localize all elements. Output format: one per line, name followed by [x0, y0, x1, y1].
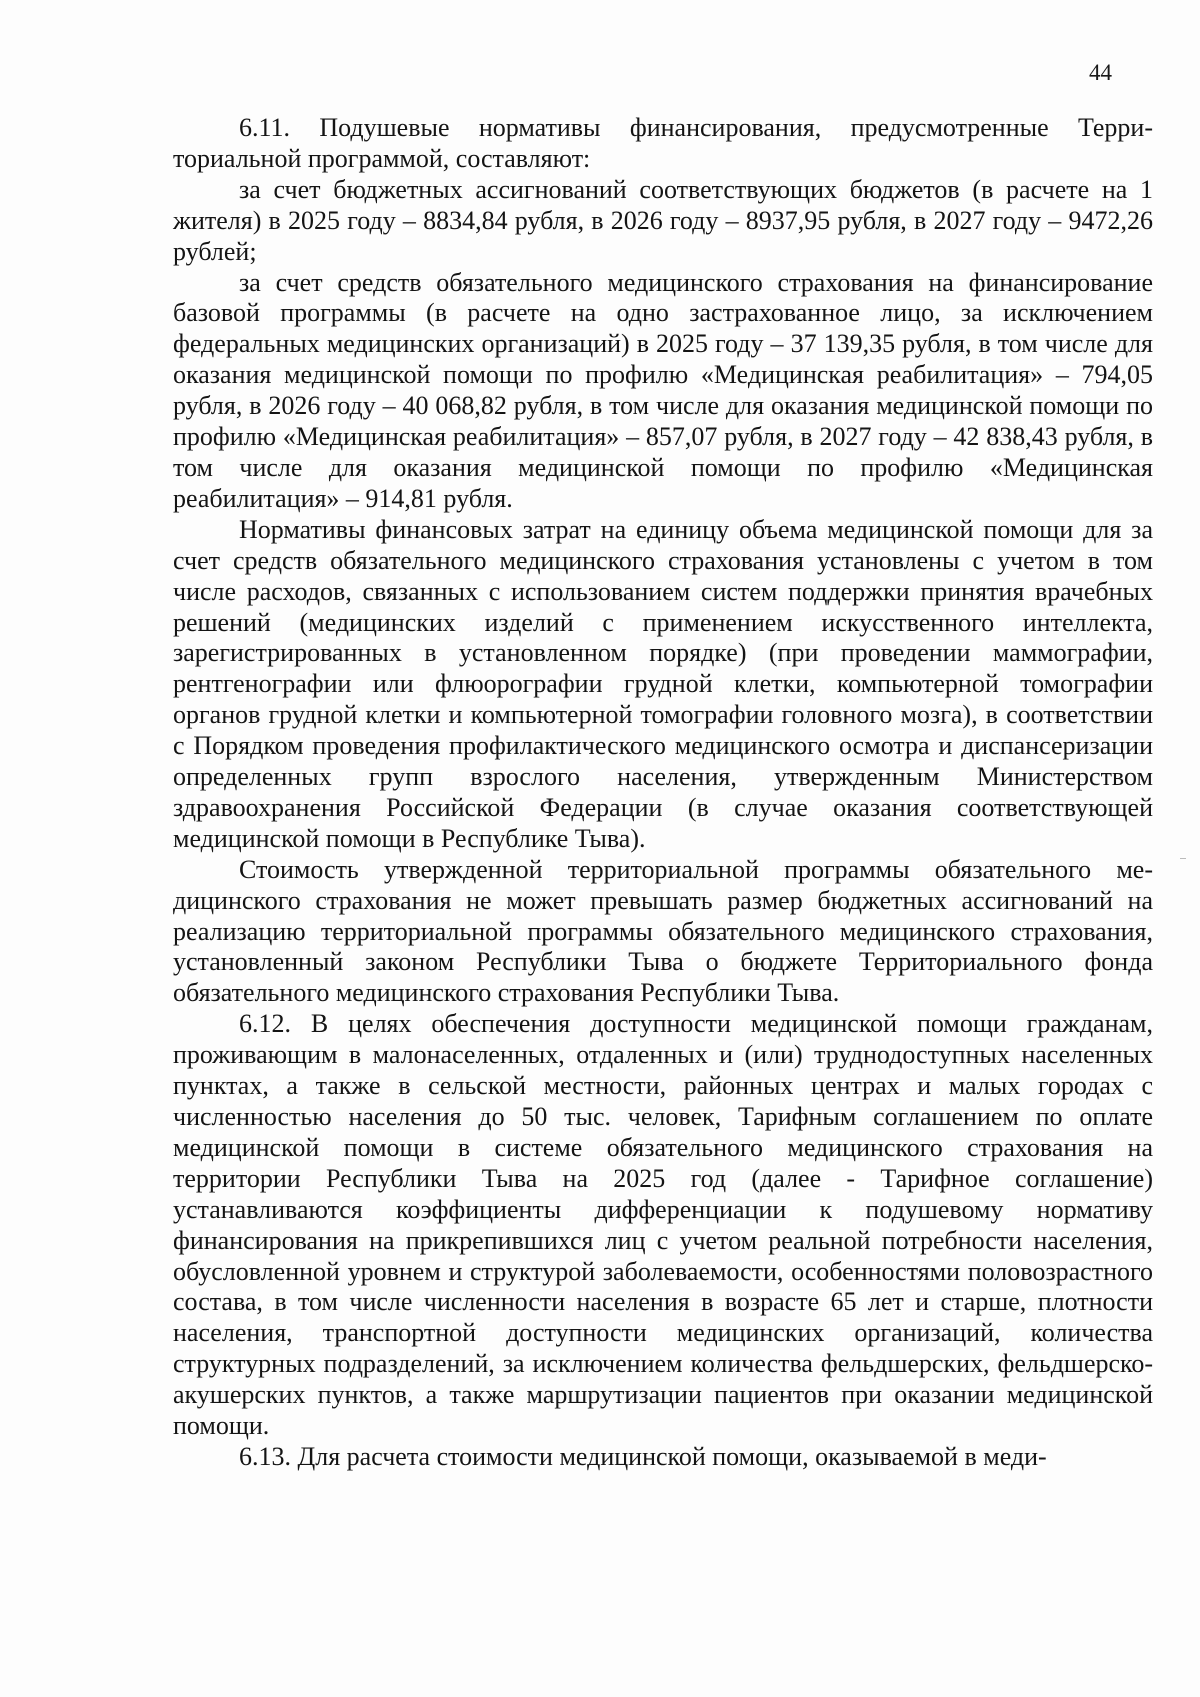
paragraph-program-cost: Стоимость утвержденной территориальной программы обязательного медицинского страхования не может превышать размер бюджетных ассигнований на реализацию территориальной программы обязательного медицинского страхования, установленный законом Республики Тыва о бюджете Территориального фонда обязательного медицинского страхования Республики Тыва. — [173, 854, 1153, 1008]
paragraph-6-11-heading: 6.11. Подушевые нормативы финансирования, предусмотренные Территориальной программой, составляют: — [173, 113, 1153, 173]
paragraph-6-12: 6.12. В целях обеспечения доступности медицинской помощи гражданам, проживающим в малонаселенных, отдаленных и (или) труднодоступных населенных пунктах, а также в сельской местности, районных центрах и малых городах с численностью населения до 50 тыс. человек, Тарифным соглашением по оплате медицинской помощи в системе обязательного медицинского страхования на территории Республики Тыва на 2025 год (далее - Тарифное соглашение) устанавливаются коэффициенты дифференциации к подушевому нормативу финансирования на прикрепившихся лиц с учетом реальной потребности населения, обусловленной уровнем и структурой заболеваемости, особенностями половозрастного состава, в том числе численности населения в возрасте 65 лет и старше, плотности населения, транспортной доступности медицинских организаций, количества структурных подразделений, за исключением количества фельдшерских, фельдшерско-акушерских пунктов, а также маршрутизации пациентов при оказании медицинской помощи. — [173, 1009, 1153, 1441]
page-number: 44 — [1089, 60, 1112, 85]
paragraph-financial-cost-norms: Нормативы финансовых затрат на единицу объема медицинской помощи для за счет средств обязательного медицинского страхования установлены с учетом в том числе расходов, связанных с использованием систем поддержки принятия врачебных решений (медицинских изделий с применением искусственного интеллекта, зарегистрированных в установленном порядке) (при проведении маммографии, рентгенографии или флюорографии грудной клетки, компьютерной томографии органов грудной клетки и компьютерной томографии головного мозга), в соответствии с Порядком проведения профилактического медицинского осмотра и диспансеризации определенных групп взрослого населения, утвержденным Министерством здравоохранения Российской Федерации (в случае оказания соответствующей медицинской помощи в Республике Тыва). — [173, 514, 1153, 853]
scan-mark — [1180, 858, 1186, 859]
document-body — [173, 113, 1153, 1473]
paragraph-oms-funds: за счет средств обязательного медицинского страхования на финансирование базовой программы (в расчете на одно застрахованное лицо, за исключением федеральных медицинских организаций) в 2025 году – 37 139,35 рубля, в том числе для оказания медицинской помощи по профилю «Медицинская реабилитация» – 794,05 рубля, в 2026 году – 40 068,82 рубля, в том числе для оказания медицинской помощи по профилю «Медицинская реабилитация» – 857,07 рубля, в 2027 году – 42 838,43 рубля, в том числе для оказания медицинской помощи по профилю «Медицинская реабилитация» – 914,81 рубля. — [173, 267, 1153, 513]
paragraph-6-13: 6.13. Для расчета стоимости медицинской помощи, оказываемой в меди- — [239, 1441, 1047, 1471]
paragraph-budget-allocations: за счет бюджетных ассигнований соответствующих бюджетов (в расчете на 1 жителя) в 2025 году – 8834,84 рубля, в 2026 году – 8937,95 рубля, в 2027 году – 9472,26 рублей; — [173, 174, 1153, 266]
